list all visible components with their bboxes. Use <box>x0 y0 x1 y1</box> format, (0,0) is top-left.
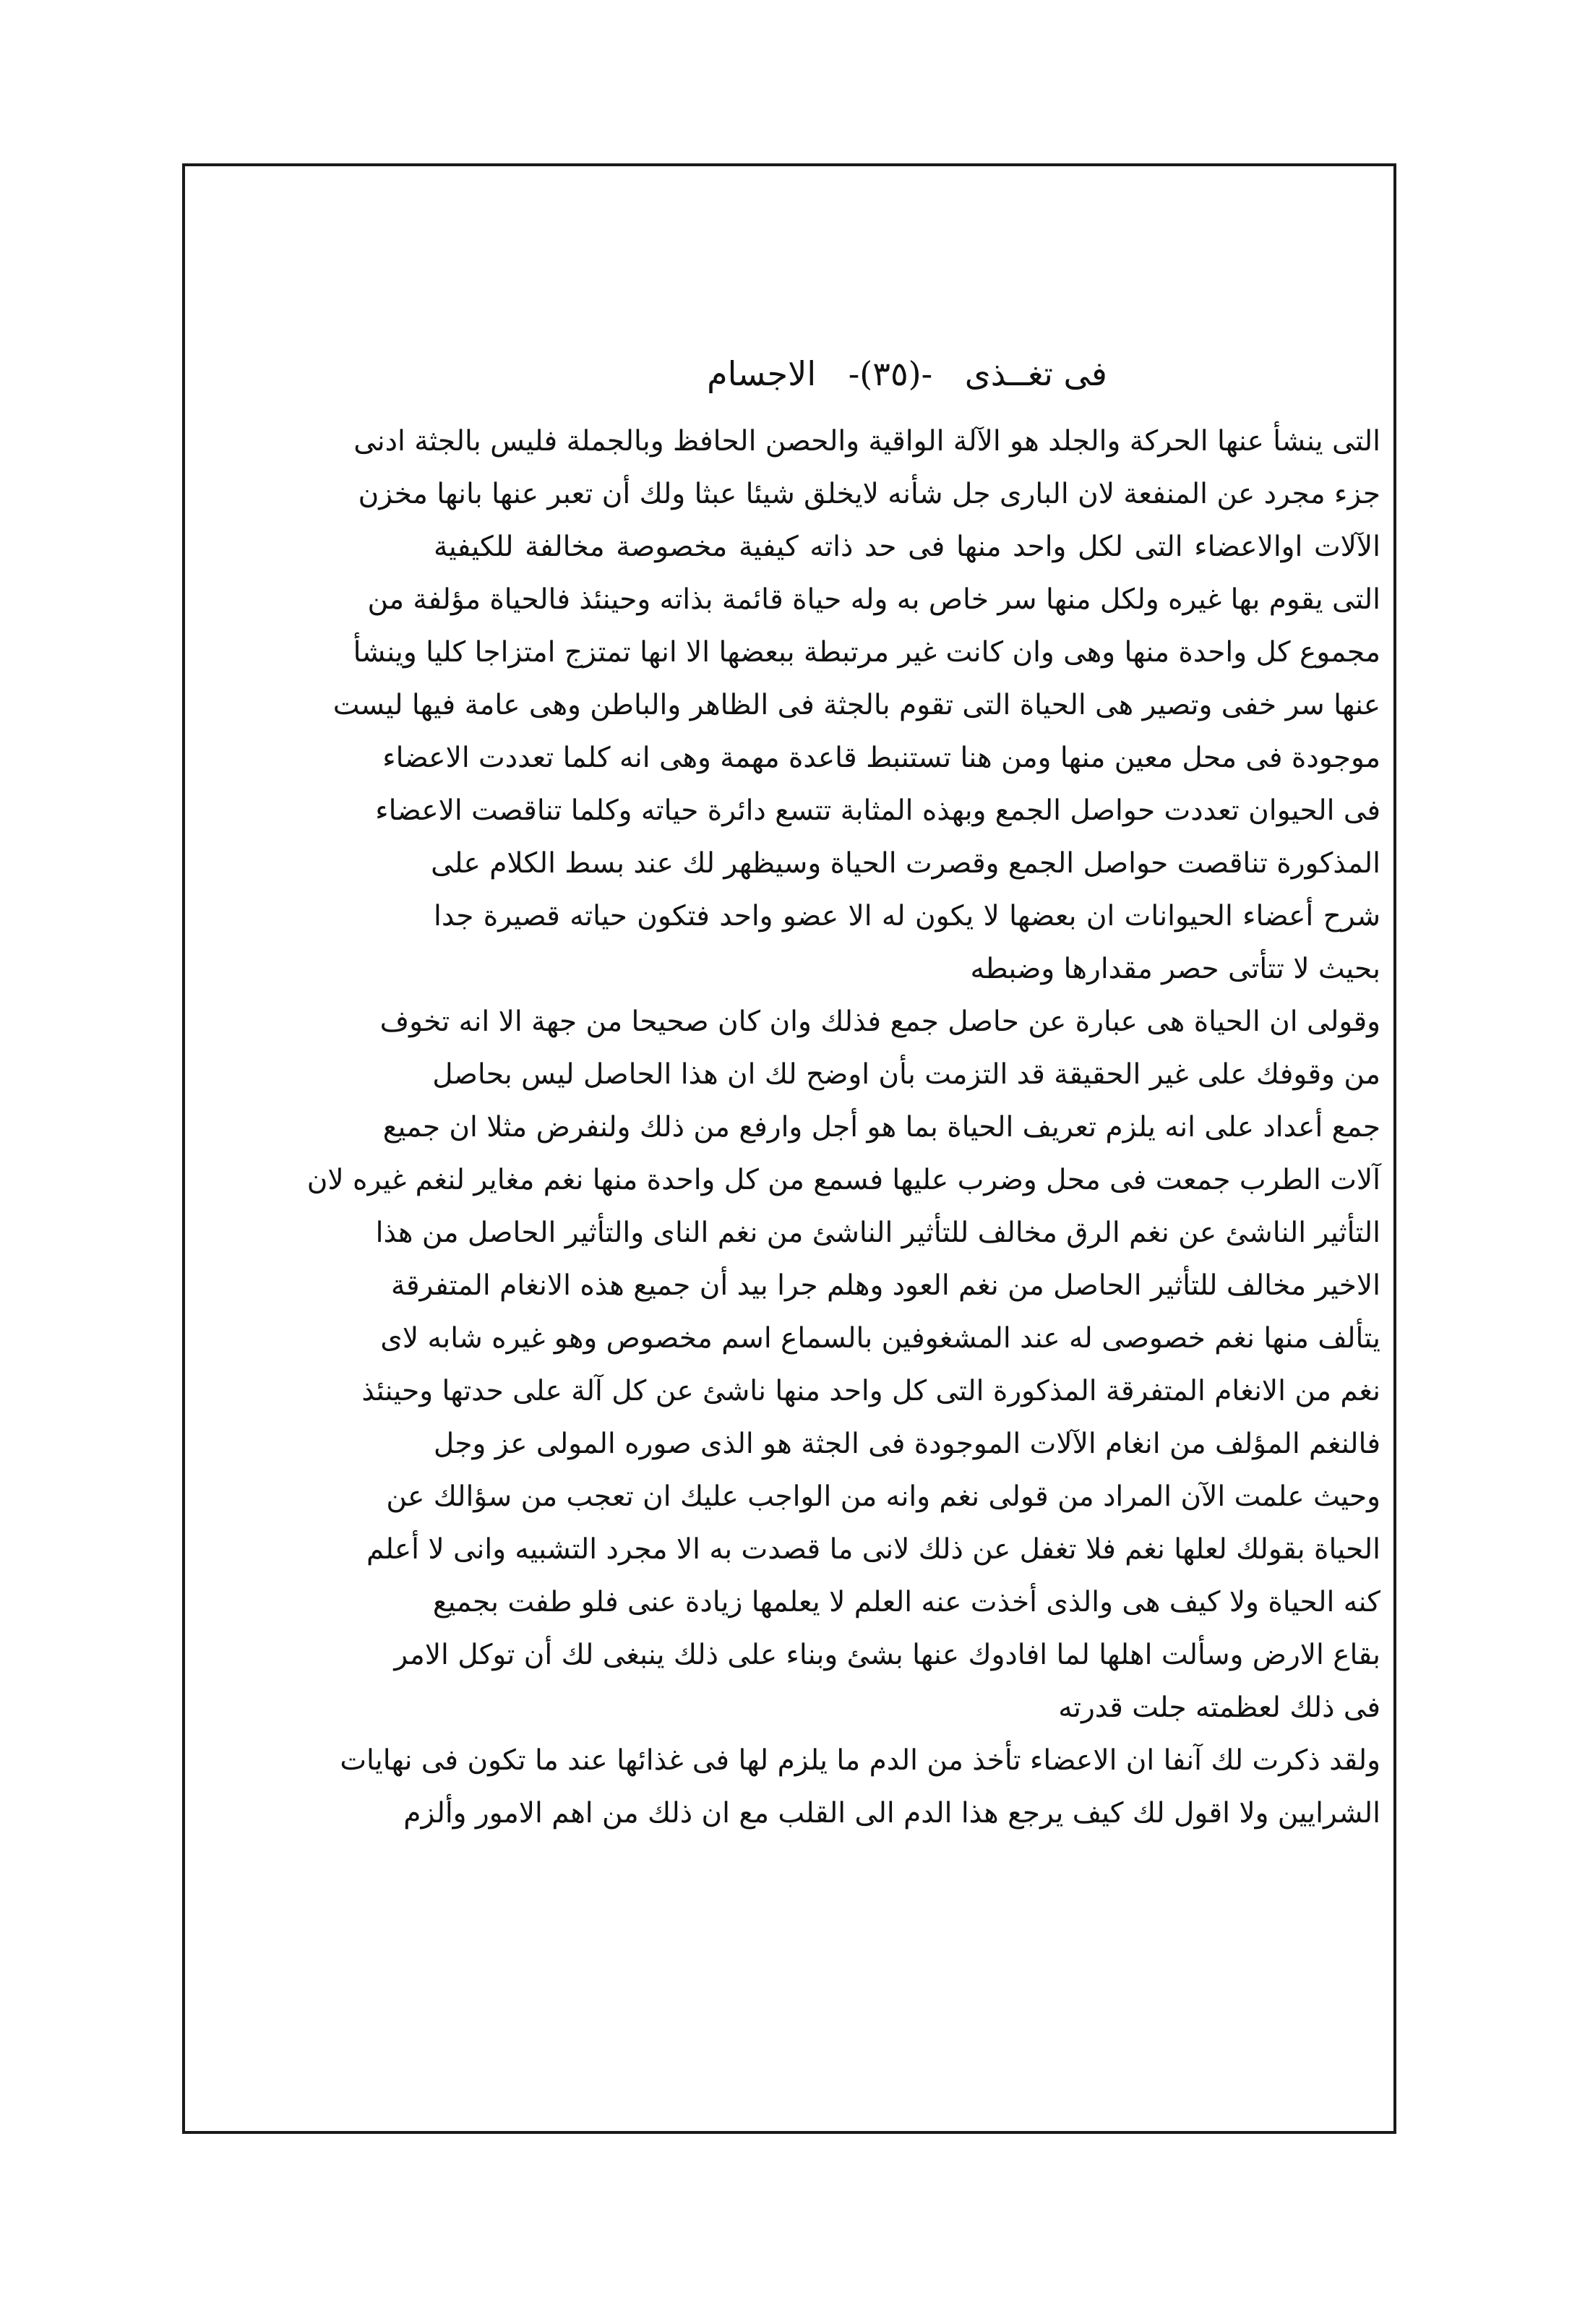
page-border-left <box>182 163 185 2134</box>
text-line: عنها سر خفى وتصير هى الحياة التى تقوم بالجثة فى الظاهر والباطن وهى عامة فيها ليست <box>332 689 1380 721</box>
text-line: فالنغم المؤلف من انغام الآلات الموجودة فى الجثة هو الذى صوره المولى عز وجل <box>433 1428 1380 1460</box>
text-line: التى يقوم بها غيره ولكل منها سر خاص به وله حياة قائمة بذاته وحينئذ فالحياة مؤلفة من <box>367 583 1380 616</box>
text-line: الحياة بقولك لعلها نغم فلا تغفل عن ذلك لانى ما قصدت به الا مجرد التشبيه وانى لا أعلم <box>366 1533 1380 1566</box>
paragraph-end-line: بحيث لا تتأتى حصر مقدارها وضبطه <box>970 953 1380 985</box>
text-line: من وقوفك على غير الحقيقة قد التزمت بأن اوضح لك ان هذا الحاصل ليس بحاصل <box>432 1058 1380 1091</box>
text-line: ولقد ذكرت لك آنفا ان الاعضاء تأخذ من الدم ما يلزم لها فى غذائها عند ما تكون فى نهايات <box>340 1744 1380 1777</box>
running-head <box>434 347 1380 400</box>
text-line: جزء مجرد عن المنفعة لان البارى جل شأنه لايخلق شيئا عبثا ولك أن تعبر عنها بانها مخزن <box>358 478 1380 510</box>
text-line: كنه الحياة ولا كيف هى والذى أخذت عنه العلم لا يعلمها زيادة عنى فلو طفت بجميع <box>432 1586 1380 1618</box>
text-line: بقاع الارض وسألت اهلها لما افادوك عنها بشئ وبناء على ذلك ينبغى لك أن توكل الامر <box>394 1639 1380 1671</box>
text-line: الاخير مخالف للتأثير الحاصل من نغم العود وهلم جرا بيد أن جميع هذه الانغام المتفرقة <box>390 1269 1380 1302</box>
text-line: وقولى ان الحياة هى عبارة عن حاصل جمع فذلك وان كان صحيحا من جهة الا انه تخوف <box>379 1006 1380 1038</box>
text-block <box>306 415 1380 1840</box>
running-head-left: الاجسام <box>707 354 817 393</box>
text-line: الآلات اوالاعضاء التى لكل واحد منها فى حد ذاته كيفية مخصوصة مخالفة للكيفية <box>434 531 1380 563</box>
text-line: يتألف منها نغم خصوصى له عند المشغوفين بالسماع اسم مخصوص وهو غيره شابه لاى <box>380 1322 1380 1355</box>
text-line: فى الحيوان تعددت حواصل الجمع وبهذه المثابة تتسع دائرة حياته وكلما تناقصت الاعضاء <box>375 794 1380 827</box>
text-line: المذكورة تناقصت حواصل الجمع وقصرت الحياة وسيظهر لك عند بسط الكلام على <box>431 847 1380 880</box>
text-line: وحيث علمت الآن المراد من قولى نغم وانه من الواجب عليك ان تعجب من سؤالك عن <box>386 1480 1380 1513</box>
text-line: التى ينشأ عنها الحركة والجلد هو الآلة الواقية والحصن الحافظ وبالجملة فليس بالجثة ادنى <box>353 425 1380 458</box>
text-line: التأثير الناشئ عن نغم الرق مخالف للتأثير الناشئ من نغم الناى والتأثير الحاصل من هذا <box>375 1217 1380 1249</box>
page-body <box>306 347 1380 1840</box>
text-line: الشرايين ولا اقول لك كيف يرجع هذا الدم الى القلب مع ان ذلك من اهم الامور وألزم <box>403 1797 1380 1830</box>
text-line: جمع أعداد على انه يلزم تعريف الحياة بما هو أجل وارفع من ذلك ولنفرض مثلا ان جميع <box>382 1111 1380 1144</box>
text-line: مجموع كل واحدة منها وهى وان كانت غير مرتبطة ببعضها الا انها تمتزج امتزاجا كليا وينشأ <box>353 636 1380 669</box>
paragraph-end-line: فى ذلك لعظمته جلت قدرته <box>1058 1691 1380 1724</box>
text-line: نغم من الانغام المتفرقة المذكورة التى كل واحد منها ناشئ عن كل آلة على حدتها وحينئذ <box>361 1375 1380 1407</box>
page-border-right <box>1393 163 1396 2134</box>
page-border-top <box>182 163 1396 166</box>
text-line: موجودة فى محل معين منها ومن هنا تستنبط قاعدة مهمة وهى انه كلما تعددت الاعضاء <box>382 742 1380 774</box>
running-head-right: فى تغــذى <box>964 354 1107 393</box>
text-line: شرح أعضاء الحيوانات ان بعضها لا يكون له الا عضو واحد فتكون حياته قصيرة جدا <box>434 900 1380 932</box>
page-border-bottom <box>182 2131 1396 2134</box>
text-line: آلات الطرب جمعت فى محل وضرب عليها فسمع من كل واحدة منها نغم مغاير لنغم غيره لان <box>306 1164 1380 1196</box>
page-number: -(٣٥)- <box>848 354 933 393</box>
